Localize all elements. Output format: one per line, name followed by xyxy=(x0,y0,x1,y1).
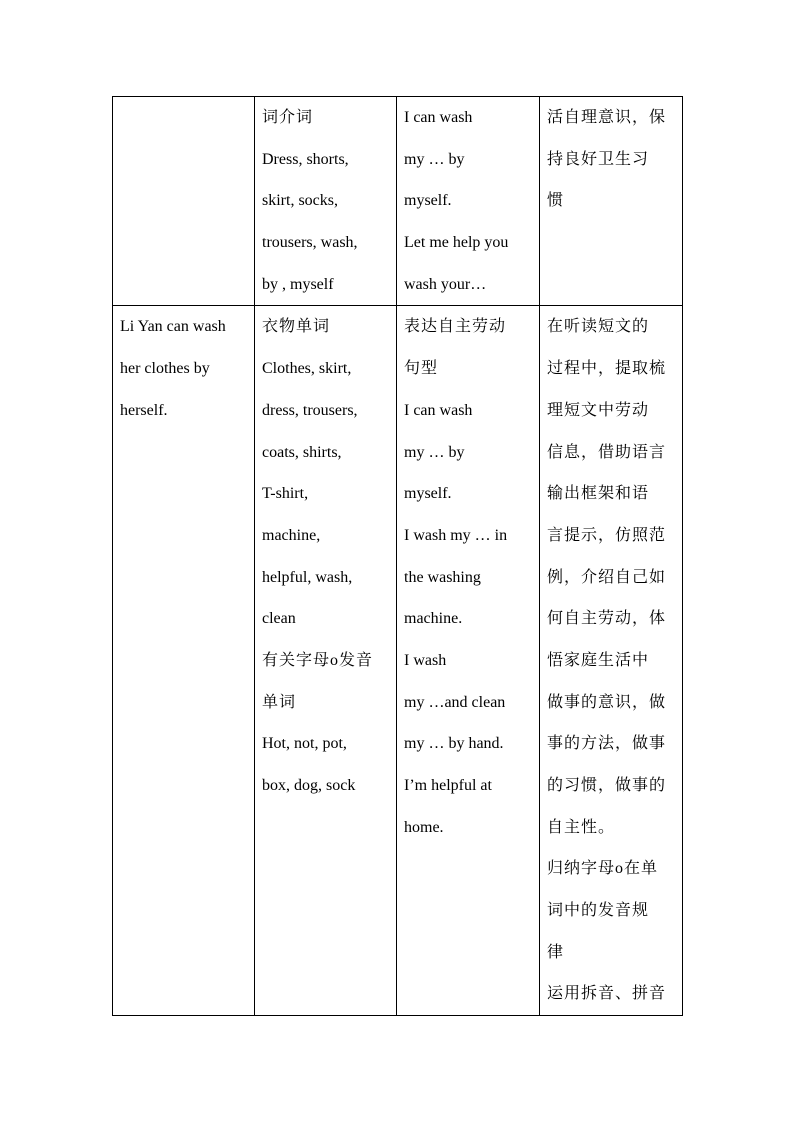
text-line: coats, shirts, xyxy=(262,443,342,461)
cell-sentence-patterns xyxy=(397,97,540,306)
text-line: 衣物单词 xyxy=(262,318,331,336)
text-line: 惯 xyxy=(547,192,565,210)
text-line: T-shirt, xyxy=(262,485,309,503)
text-line: herself. xyxy=(120,401,168,419)
text-line: clean xyxy=(262,610,296,628)
text-line: my …and clean xyxy=(404,693,506,711)
text-line: my … by xyxy=(404,443,465,461)
text-line: I wash my … in xyxy=(404,526,508,544)
cell-lesson-title-empty xyxy=(113,97,255,306)
text-line: I can wash xyxy=(404,401,473,419)
text-line: myself. xyxy=(404,192,452,210)
text-line: home. xyxy=(404,818,444,836)
text-line: 活自理意识，保 xyxy=(547,109,667,126)
text-line: skirt, socks, xyxy=(262,192,338,210)
text-line: 句型 xyxy=(404,360,439,378)
text-line: 输出框架和语 xyxy=(547,485,650,503)
text-line: Let me help you xyxy=(404,234,509,252)
text-line: 过程中，提取梳 xyxy=(547,360,667,378)
cell-vocabulary xyxy=(255,306,397,1016)
text-line: helpful, wash, xyxy=(262,568,353,586)
text-line: my … by hand. xyxy=(404,735,504,753)
text-line: I can wash xyxy=(404,109,473,126)
text-line: 做事的意识，做 xyxy=(547,693,667,711)
text-line: 词介词 xyxy=(262,109,314,126)
cell-sentence-patterns xyxy=(397,306,540,1016)
text-line: Hot, not, pot, xyxy=(262,735,347,753)
text-line: 持良好卫生习 xyxy=(547,150,650,168)
text-line: 悟家庭生活中 xyxy=(547,651,650,669)
text-line: 单词 xyxy=(262,693,297,711)
text-line: the washing xyxy=(404,568,481,586)
text-line: 归纳字母o在单 xyxy=(547,860,659,878)
text-line: 何自主劳动，体 xyxy=(547,610,667,628)
text-line: 表达自主劳动 xyxy=(404,318,507,336)
text-line: her clothes by xyxy=(120,360,210,378)
text-line: Clothes, skirt, xyxy=(262,360,352,378)
text-line: 在听读短文的 xyxy=(547,318,650,336)
text-line: dress, trousers, xyxy=(262,401,358,419)
text-line: 运用拆音、拼音 xyxy=(547,985,667,1003)
text-line: Dress, shorts, xyxy=(262,150,349,168)
text-line: 言提示，仿照范 xyxy=(547,526,667,544)
cell-vocabulary xyxy=(255,97,397,306)
text-line: I wash xyxy=(404,651,447,669)
cell-objectives xyxy=(540,306,683,1016)
lesson-plan-table xyxy=(112,96,683,1016)
text-line: 的习惯，做事的 xyxy=(547,777,667,794)
table-row xyxy=(113,306,683,1016)
text-line: 自主性。 xyxy=(547,818,616,836)
text-line: wash your… xyxy=(404,275,487,293)
text-line: 事的方法，做事 xyxy=(547,735,667,753)
text-line: machine. xyxy=(404,610,463,628)
cell-objectives xyxy=(540,97,683,306)
text-line: 有关字母o发音 xyxy=(262,651,374,669)
text-line: 律 xyxy=(547,943,565,961)
text-line: by , myself xyxy=(262,275,334,293)
text-line: 例，介绍自己如 xyxy=(547,568,667,586)
text-line: box, dog, sock xyxy=(262,777,356,794)
text-line: myself. xyxy=(404,485,452,503)
cell-lesson-title xyxy=(113,306,255,1016)
text-line: my … by xyxy=(404,150,465,168)
text-line: I’m helpful at xyxy=(404,777,492,794)
text-line: 理短文中劳动 xyxy=(547,401,650,419)
text-line: machine, xyxy=(262,526,321,544)
table-row xyxy=(113,97,683,306)
text-line: 词中的发音规 xyxy=(547,902,650,920)
text-line: trousers, wash, xyxy=(262,234,358,252)
text-line: Li Yan can wash xyxy=(120,318,226,336)
text-line: 信息，借助语言 xyxy=(547,443,667,461)
